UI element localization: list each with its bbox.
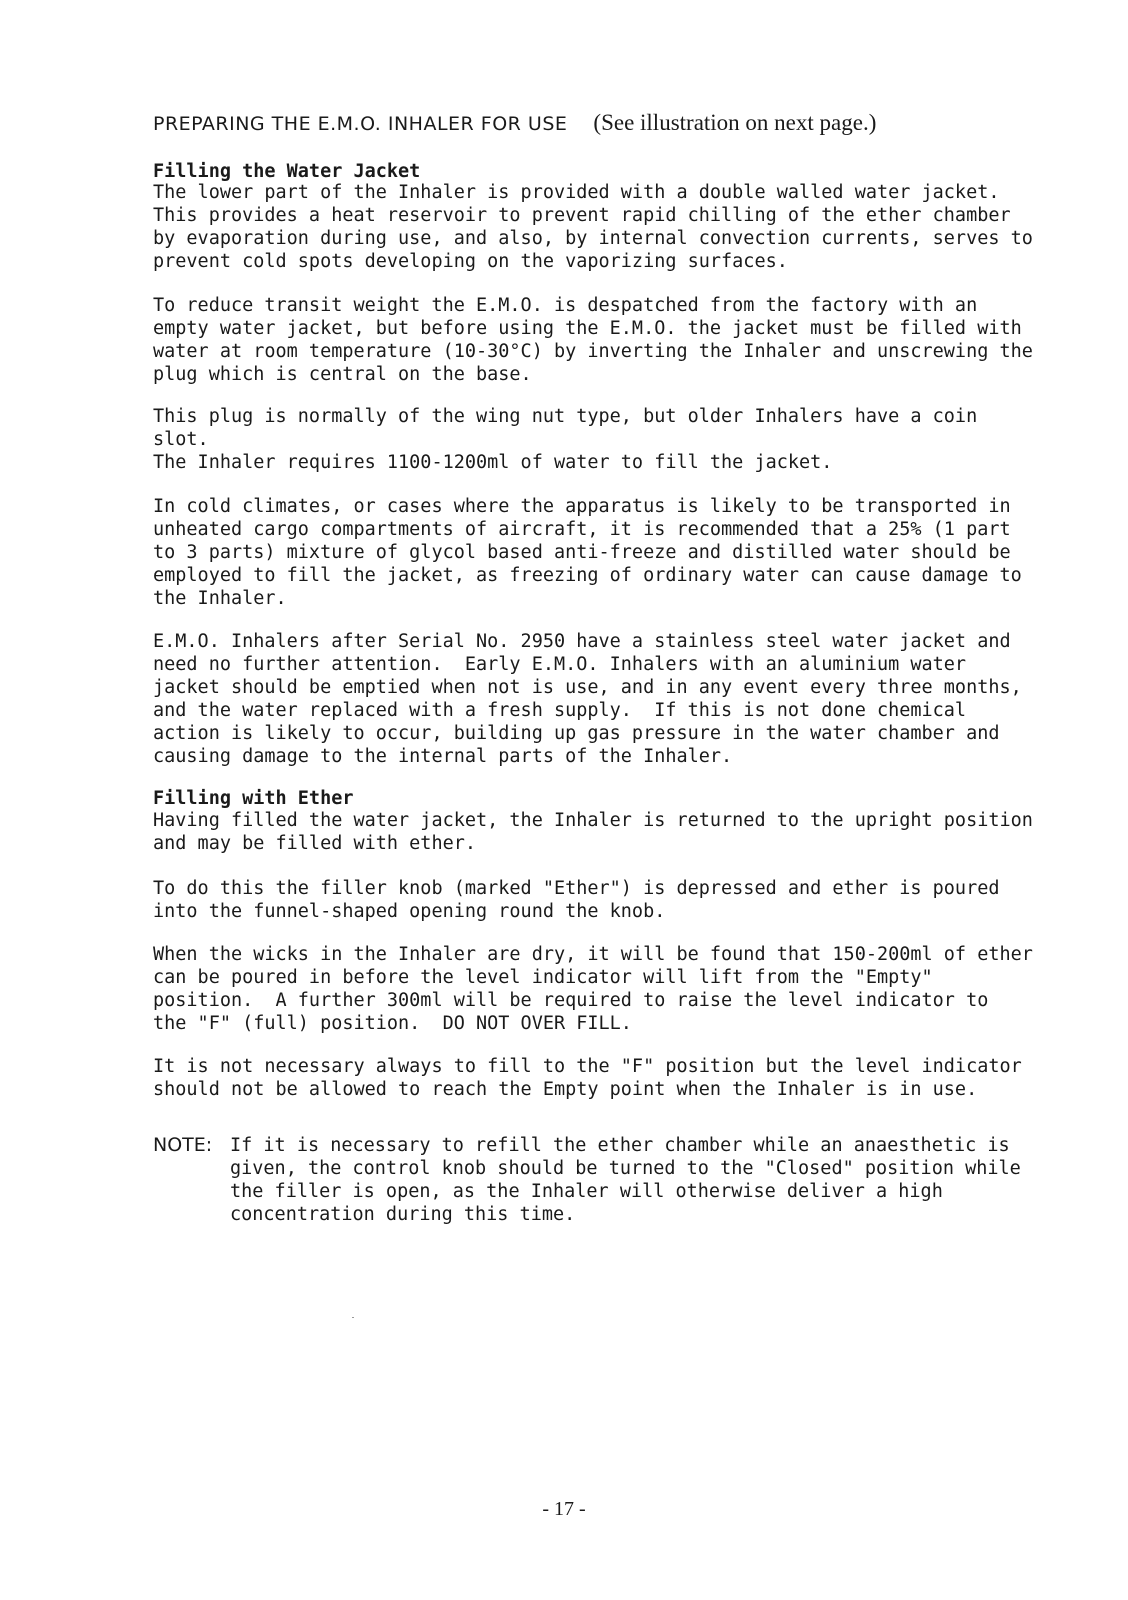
paragraph-water-jacket-1: The lower part of the Inhaler is provided with a double walled water jacket. This provides a heat reservoir to prevent rapid chilling of the ether chamber by evaporation during use, and also, by internal convection currents, serves to prevent cold spots developing on the vaporizing surfaces. [153,182,1033,272]
page-title [153,110,876,136]
paragraph-ether-4: It is not necessary always to fill to the "F" position but the level indicator should not be allowed to reach the Empty point when the Inhaler is in use. [153,1056,1022,1100]
paragraph-water-jacket-4: In cold climates, or cases where the apparatus is likely to be transported in unheated cargo compartments of aircraft, it is recommended that a 25% (1 part to 3 parts) mixture of glycol based anti-freeze and distilled water should be employed to fill the jacket, as freezing of ordinary water can cause damage to the Inhaler. [153,496,1022,609]
page-number: - 17 - [542,1498,586,1520]
note-label: NOTE: [153,1134,213,1156]
page-title-note: (See illustration on next page.) [593,110,877,135]
paragraph-ether-1: Having filled the water jacket, the Inhaler is returned to the upright position and may be filled with ether. [153,810,1033,854]
paragraph-water-jacket-2: To reduce transit weight the E.M.O. is despatched from the factory with an empty water jacket, but before using the E.M.O. the jacket must be filled with water at room temperature (10-30°C) by inverting the Inhaler and unscrewing the plug which is central on the base. [153,295,1033,385]
section-heading-ether: Filling with Ether [153,788,354,809]
paragraph-ether-3: When the wicks in the Inhaler are dry, it will be found that 150-200ml of ether can be poured in before the level indicator will lift from the "Empty" position. A further 300ml will be required to raise the level indicator to the "F" (full) position. DO NOT OVER FILL. [153,944,1033,1034]
scan-speck [352,1317,354,1318]
page-title-main: PREPARING THE E.M.O. INHALER FOR USE [153,113,568,135]
note-text: If it is necessary to refill the ether chamber while an anaesthetic is given, the control knob should be turned to the "Closed" position while the filler is open, as the Inhaler will otherwise deliver a high concentration during this time. [230,1135,1021,1225]
paragraph-water-jacket-5: E.M.O. Inhalers after Serial No. 2950 have a stainless steel water jacket and need no further attention. Early E.M.O. Inhalers with an aluminium water jacket should be emptied when not is use, and in any event every three months, and the water replaced with a fresh supply. If this is not done chemical action is likely to occur, building up gas pressure in the water chamber and causing damage to the internal parts of the Inhaler. [153,631,1022,767]
paragraph-ether-2: To do this the filler knob (marked "Ether") is depressed and ether is poured into the funnel-shaped opening round the knob. [153,878,1000,922]
section-heading-water-jacket: Filling the Water Jacket [153,161,421,182]
paragraph-water-jacket-3: This plug is normally of the wing nut type, but older Inhalers have a coin slot. The Inhaler requires 1100-1200ml of water to fill the jacket. [153,406,978,473]
